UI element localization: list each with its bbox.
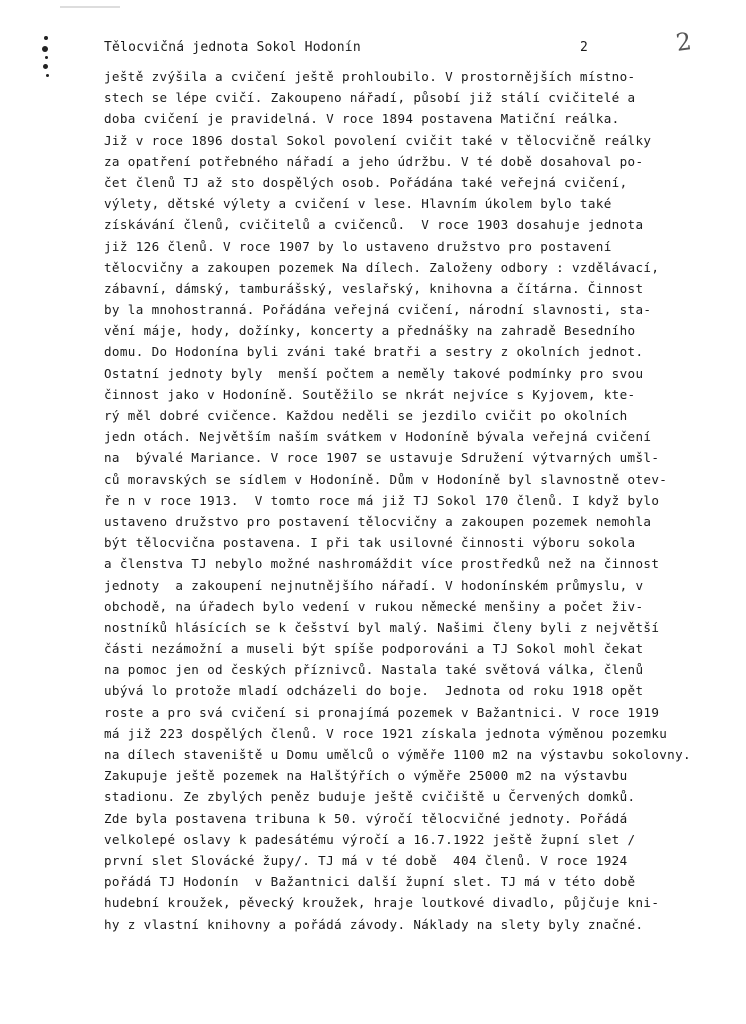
text-line: by la mnohostranná. Pořádána veřejná cvičení, národní slavnosti, sta-	[104, 302, 652, 318]
text-line: má již 223 dospělých členů. V roce 1921 získala jednota výměnou pozemku	[104, 725, 668, 741]
text-line: velkolepé oslavy k padesátému výročí a 16.7.1922 ještě župní slet /	[104, 831, 636, 847]
text-line: Zde byla postavena tribuna k 50. výročí tělocvičné jednoty. Pořádá	[104, 810, 628, 826]
text-line: čet členů TJ až sto dospělých osob. Pořádána také veřejná cvičení,	[104, 174, 628, 190]
text-line: pořádá TJ Hodonín v Bažantnici další župní slet. TJ má v této době	[104, 874, 636, 890]
text-line: výlety, dětské výlety a cvičení v lese. Hlavním úkolem bylo také	[104, 196, 612, 212]
text-line: činnost jako v Hodoníně. Soutěžilo se nkrát nejvíce s Kyjovem, kte-	[104, 386, 636, 402]
text-line: být tělocvična postavena. I při tak usilovné činnosti výboru sokola	[104, 535, 636, 551]
text-line: hudební kroužek, pěvecký kroužek, hraje loutkové divadlo, půjčuje kni-	[104, 895, 660, 911]
text-line: rý měl dobré cvičence. Každou neděli se jezdilo cvičit po okolních	[104, 408, 628, 423]
binding-marks	[40, 36, 54, 80]
text-line: roste a pro svá cvičení si pronajímá pozemek v Bažantnici. V roce 1919	[104, 704, 660, 720]
text-line: ře n v roce 1913. V tomto roce má již TJ Sokol 170 členů. I když bylo	[104, 492, 660, 508]
handwritten-page-number: 2	[674, 27, 694, 57]
text-line: nostníků hlásících se k češství byl malý. Našimi členy byli z největší	[104, 619, 660, 635]
text-line: jednoty a zakoupení nejnutnějšího nářadí. V hodonínském průmyslu, v	[104, 577, 644, 593]
text-line: vění máje, hody, dožínky, koncerty a přednášky na zahradě Besedního	[104, 323, 636, 339]
document-title: Tělocvičná jednota Sokol Hodonín	[104, 40, 361, 55]
text-line: Zakupuje ještě pozemek na Halštýřích o výměře 25000 m2 na výstavbu	[104, 768, 628, 784]
text-line: ců moravských se sídlem v Hodoníně. Dům v Hodoníně byl slavnostně otev-	[104, 471, 668, 487]
text-line: tělocvičny a zakoupen pozemek Na dílech. Založeny odbory : vzdělávací,	[104, 259, 660, 275]
text-line: na pomoc jen od českých příznivců. Nastala také světová válka, členů	[104, 662, 644, 678]
page-header	[104, 40, 624, 56]
text-line: na dílech staveniště u Domu umělců o výměře 1100 m2 na výstavbu sokolovny.	[104, 747, 691, 762]
text-line: doba cvičení je pravidelná. V roce 1894 postavena Matiční reálka.	[104, 111, 620, 127]
text-line: první slet Slovácké župy/. TJ má v té době 404 členů. V roce 1924	[104, 852, 628, 868]
text-line: ještě zvýšila a cvičení ještě prohloubilo. V prostornějších místno-	[104, 69, 636, 84]
text-line: již 126 členů. V roce 1907 by lo ustaveno družstvo pro postavení	[104, 238, 612, 254]
text-line: stech se lépe cvičí. Zakoupeno nářadí, působí již stálí cvičitelé a	[104, 90, 636, 106]
text-line: části nezámožní a museli být spíše podporováni a TJ Sokol mohl čekat	[104, 641, 644, 657]
text-line: Již v roce 1896 dostal Sokol povolení cvičit také v tělocvičně reálky	[104, 132, 652, 148]
text-line: ustaveno družstvo pro postavení tělocvičny a zakoupen pozemek nemohla	[104, 513, 652, 529]
scan-smudge	[60, 6, 120, 8]
text-line: jedn otách. Největším naším svátkem v Hodoníně bývala veřejná cvičení	[104, 429, 652, 445]
text-line: obchodě, na úřadech bylo vedení v rukou německé menšiny a počet živ-	[104, 598, 644, 614]
page-number: 2	[580, 40, 589, 55]
text-line: a členstva TJ nebylo možné nashromáždit více prostředků než na činnost	[104, 556, 660, 572]
text-line: zábavní, dámský, tamburášský, veslařský, knihovna a čítárna. Činnost	[104, 280, 644, 296]
typewritten-body	[104, 66, 726, 935]
text-line: získávání členů, cvičitelů a cvičenců. V roce 1903 dosahuje jednota	[104, 217, 644, 233]
text-line: hy z vlastní knihovny a pořádá závody. Náklady na slety byly značné.	[104, 916, 644, 932]
text-line: stadionu. Ze zbylých peněz buduje ještě cvičiště u Červených domků.	[104, 789, 636, 805]
text-line: domu. Do Hodonína byli zváni také bratři a sestry z okolních jednot.	[104, 344, 644, 360]
text-line: za opatření potřebného nářadí a jeho údržbu. V té době dosahoval po-	[104, 153, 644, 169]
text-line: ubývá lo protože mladí odcházeli do boje. Jednota od roku 1918 opět	[104, 683, 644, 699]
text-line: Ostatní jednoty byly menší počtem a neměly takové podmínky pro svou	[104, 365, 644, 381]
text-line: na bývalé Mariance. V roce 1907 se ustavuje Sdružení výtvarných umšl-	[104, 450, 660, 466]
